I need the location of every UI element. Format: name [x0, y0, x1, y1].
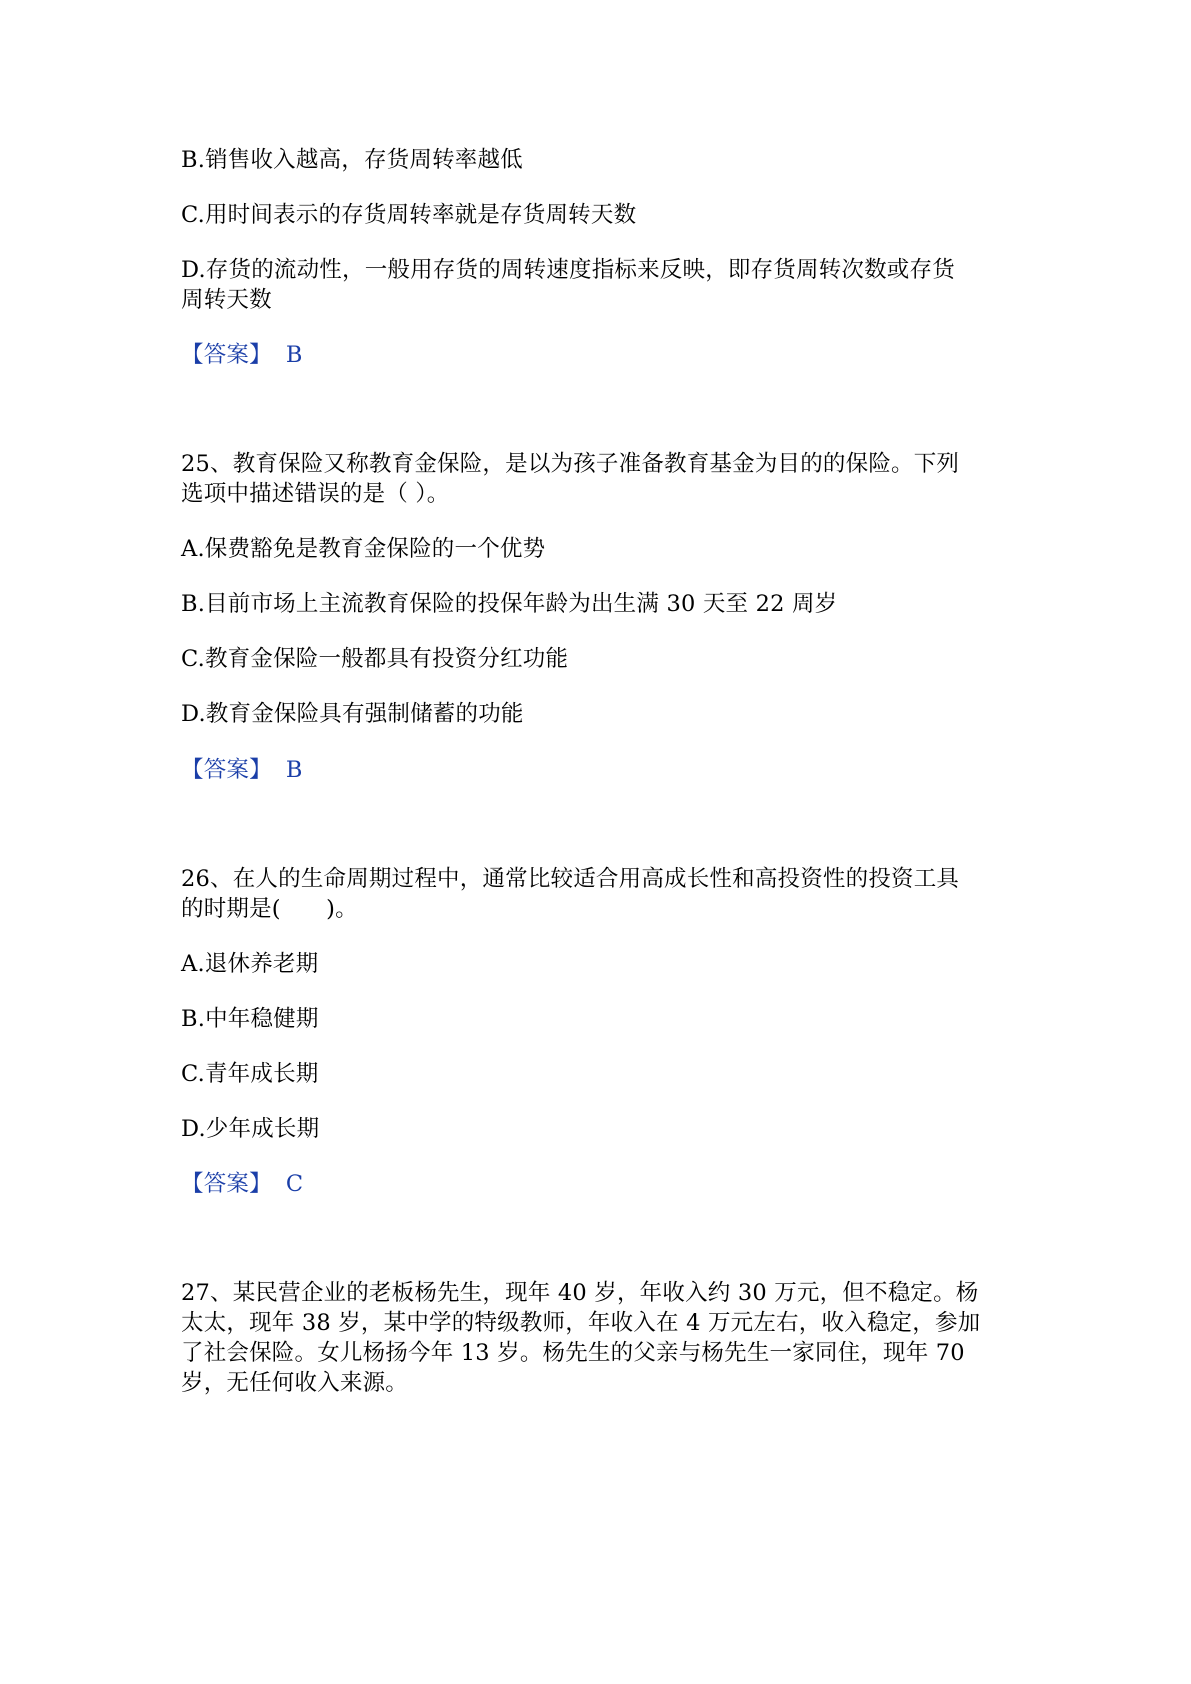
q25-stem-line2: 选项中描述错误的是（ ）。 [181, 481, 450, 507]
q27-stem-line3: 了社会保险。女儿杨扬今年 13 岁。杨先生的父亲与杨先生一家同住，现年 70 [181, 1340, 965, 1366]
answer-value: B [285, 342, 303, 368]
q27-stem-line4: 岁，无任何收入来源。 [181, 1370, 409, 1396]
answer-label: 【答案】 [181, 342, 272, 368]
q26-option-d: D.少年成长期 [181, 1116, 320, 1142]
q27-stem-line2: 太太，现年 38 岁，某中学的特级教师，年收入在 4 万元左右，收入稳定，参加 [181, 1310, 981, 1336]
q25-option-a: A.保费豁免是教育金保险的一个优势 [181, 536, 546, 562]
q24-option-b: B.销售收入越高，存货周转率越低 [181, 147, 523, 173]
q26-answer [181, 1169, 303, 1199]
q24-option-c: C.用时间表示的存货周转率就是存货周转天数 [181, 202, 637, 228]
q24-option-d-line1: D.存货的流动性，一般用存货的周转速度指标来反映，即存货周转次数或存货 [181, 257, 955, 283]
q26-option-b: B.中年稳健期 [181, 1006, 319, 1032]
q25-stem-line1: 25、教育保险又称教育金保险，是以为孩子准备教育基金为目的的保险。下列 [181, 451, 960, 477]
answer-value: B [285, 757, 303, 783]
answer-label: 【答案】 [181, 757, 272, 783]
q26-option-c: C.青年成长期 [181, 1061, 319, 1087]
q25-option-d: D.教育金保险具有强制储蓄的功能 [181, 701, 524, 727]
q26-option-a: A.退休养老期 [181, 951, 319, 977]
q24-option-d-line2: 周转天数 [181, 287, 272, 313]
q24-answer [181, 340, 303, 370]
q25-option-b: B.目前市场上主流教育保险的投保年龄为出生满 30 天至 22 周岁 [181, 591, 838, 617]
q26-stem-line1: 26、在人的生命周期过程中，通常比较适合用高成长性和高投资性的投资工具 [181, 866, 960, 892]
answer-value: C [285, 1171, 304, 1197]
q27-stem-line1: 27、某民营企业的老板杨先生，现年 40 岁，年收入约 30 万元，但不稳定。杨 [181, 1280, 979, 1306]
q26-stem-line2: 的时期是( )。 [181, 896, 358, 922]
answer-label: 【答案】 [181, 1171, 272, 1197]
q25-option-c: C.教育金保险一般都具有投资分红功能 [181, 646, 569, 672]
q25-answer [181, 755, 303, 785]
